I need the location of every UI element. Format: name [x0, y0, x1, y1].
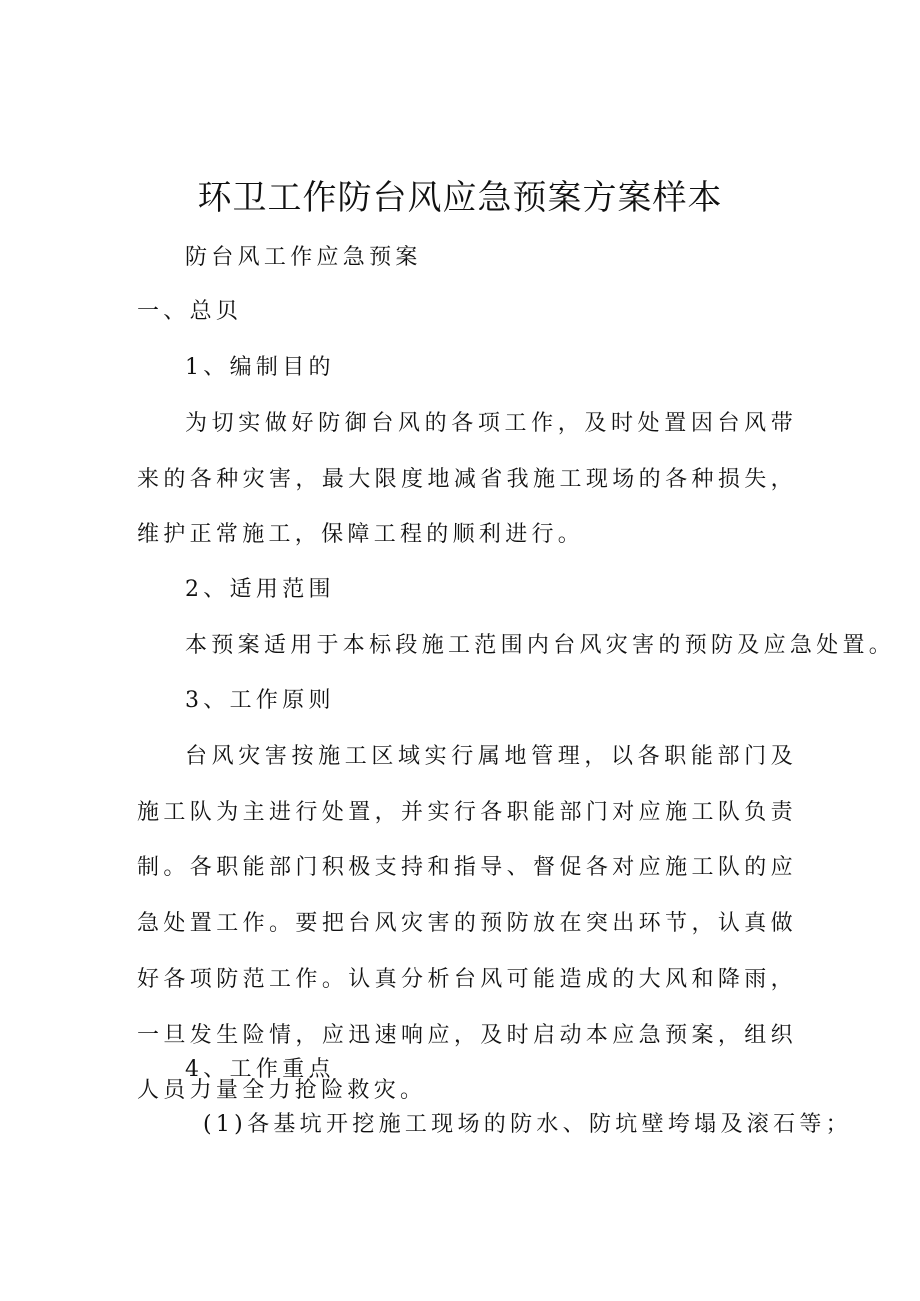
item-body-purpose: 为切实做好防御台风的各项工作，及时处置因台风带来的各种灾害，最大限度地减省我施工现场的各种损失，维护正常施工，保障工程的顺利进行。	[137, 411, 797, 548]
item-heading-principles: 3、工作原则	[185, 688, 335, 713]
item-heading-focus: 4、工作重点	[185, 1057, 335, 1082]
item-body-principles: 台风灾害按施工区域实行属地管理，以各职能部门及施工队为主进行处置，并实行各职能部门对应施工队负责制。各职能部门积极支持和指导、督促各对应施工队的应急处置工作。要把台风灾害的预防放在突出环节，认真做好各项防范工作。认真分析台风可能造成的大风和降雨，一旦发生险情，应迅速响应，及时启动本应急预案，组织人员力量全力抢险救灾。	[137, 744, 797, 1104]
section-heading-general: 一、总贝	[137, 299, 243, 324]
item-heading-purpose: 1、编制目的	[185, 355, 335, 380]
document-title: 环卫工作防台风应急预案方案样本	[197, 178, 723, 218]
item-body-scope: 本预案适用于本标段施工范围内台风灾害的预防及应急处置。	[185, 633, 896, 658]
item-focus-point-1: (1)各基坑开挖施工现场的防水、防坑壁垮塌及滚石等；	[203, 1112, 852, 1137]
document-subtitle: 防台风工作应急预案	[185, 245, 422, 270]
item-heading-scope: 2、适用范围	[185, 577, 335, 602]
